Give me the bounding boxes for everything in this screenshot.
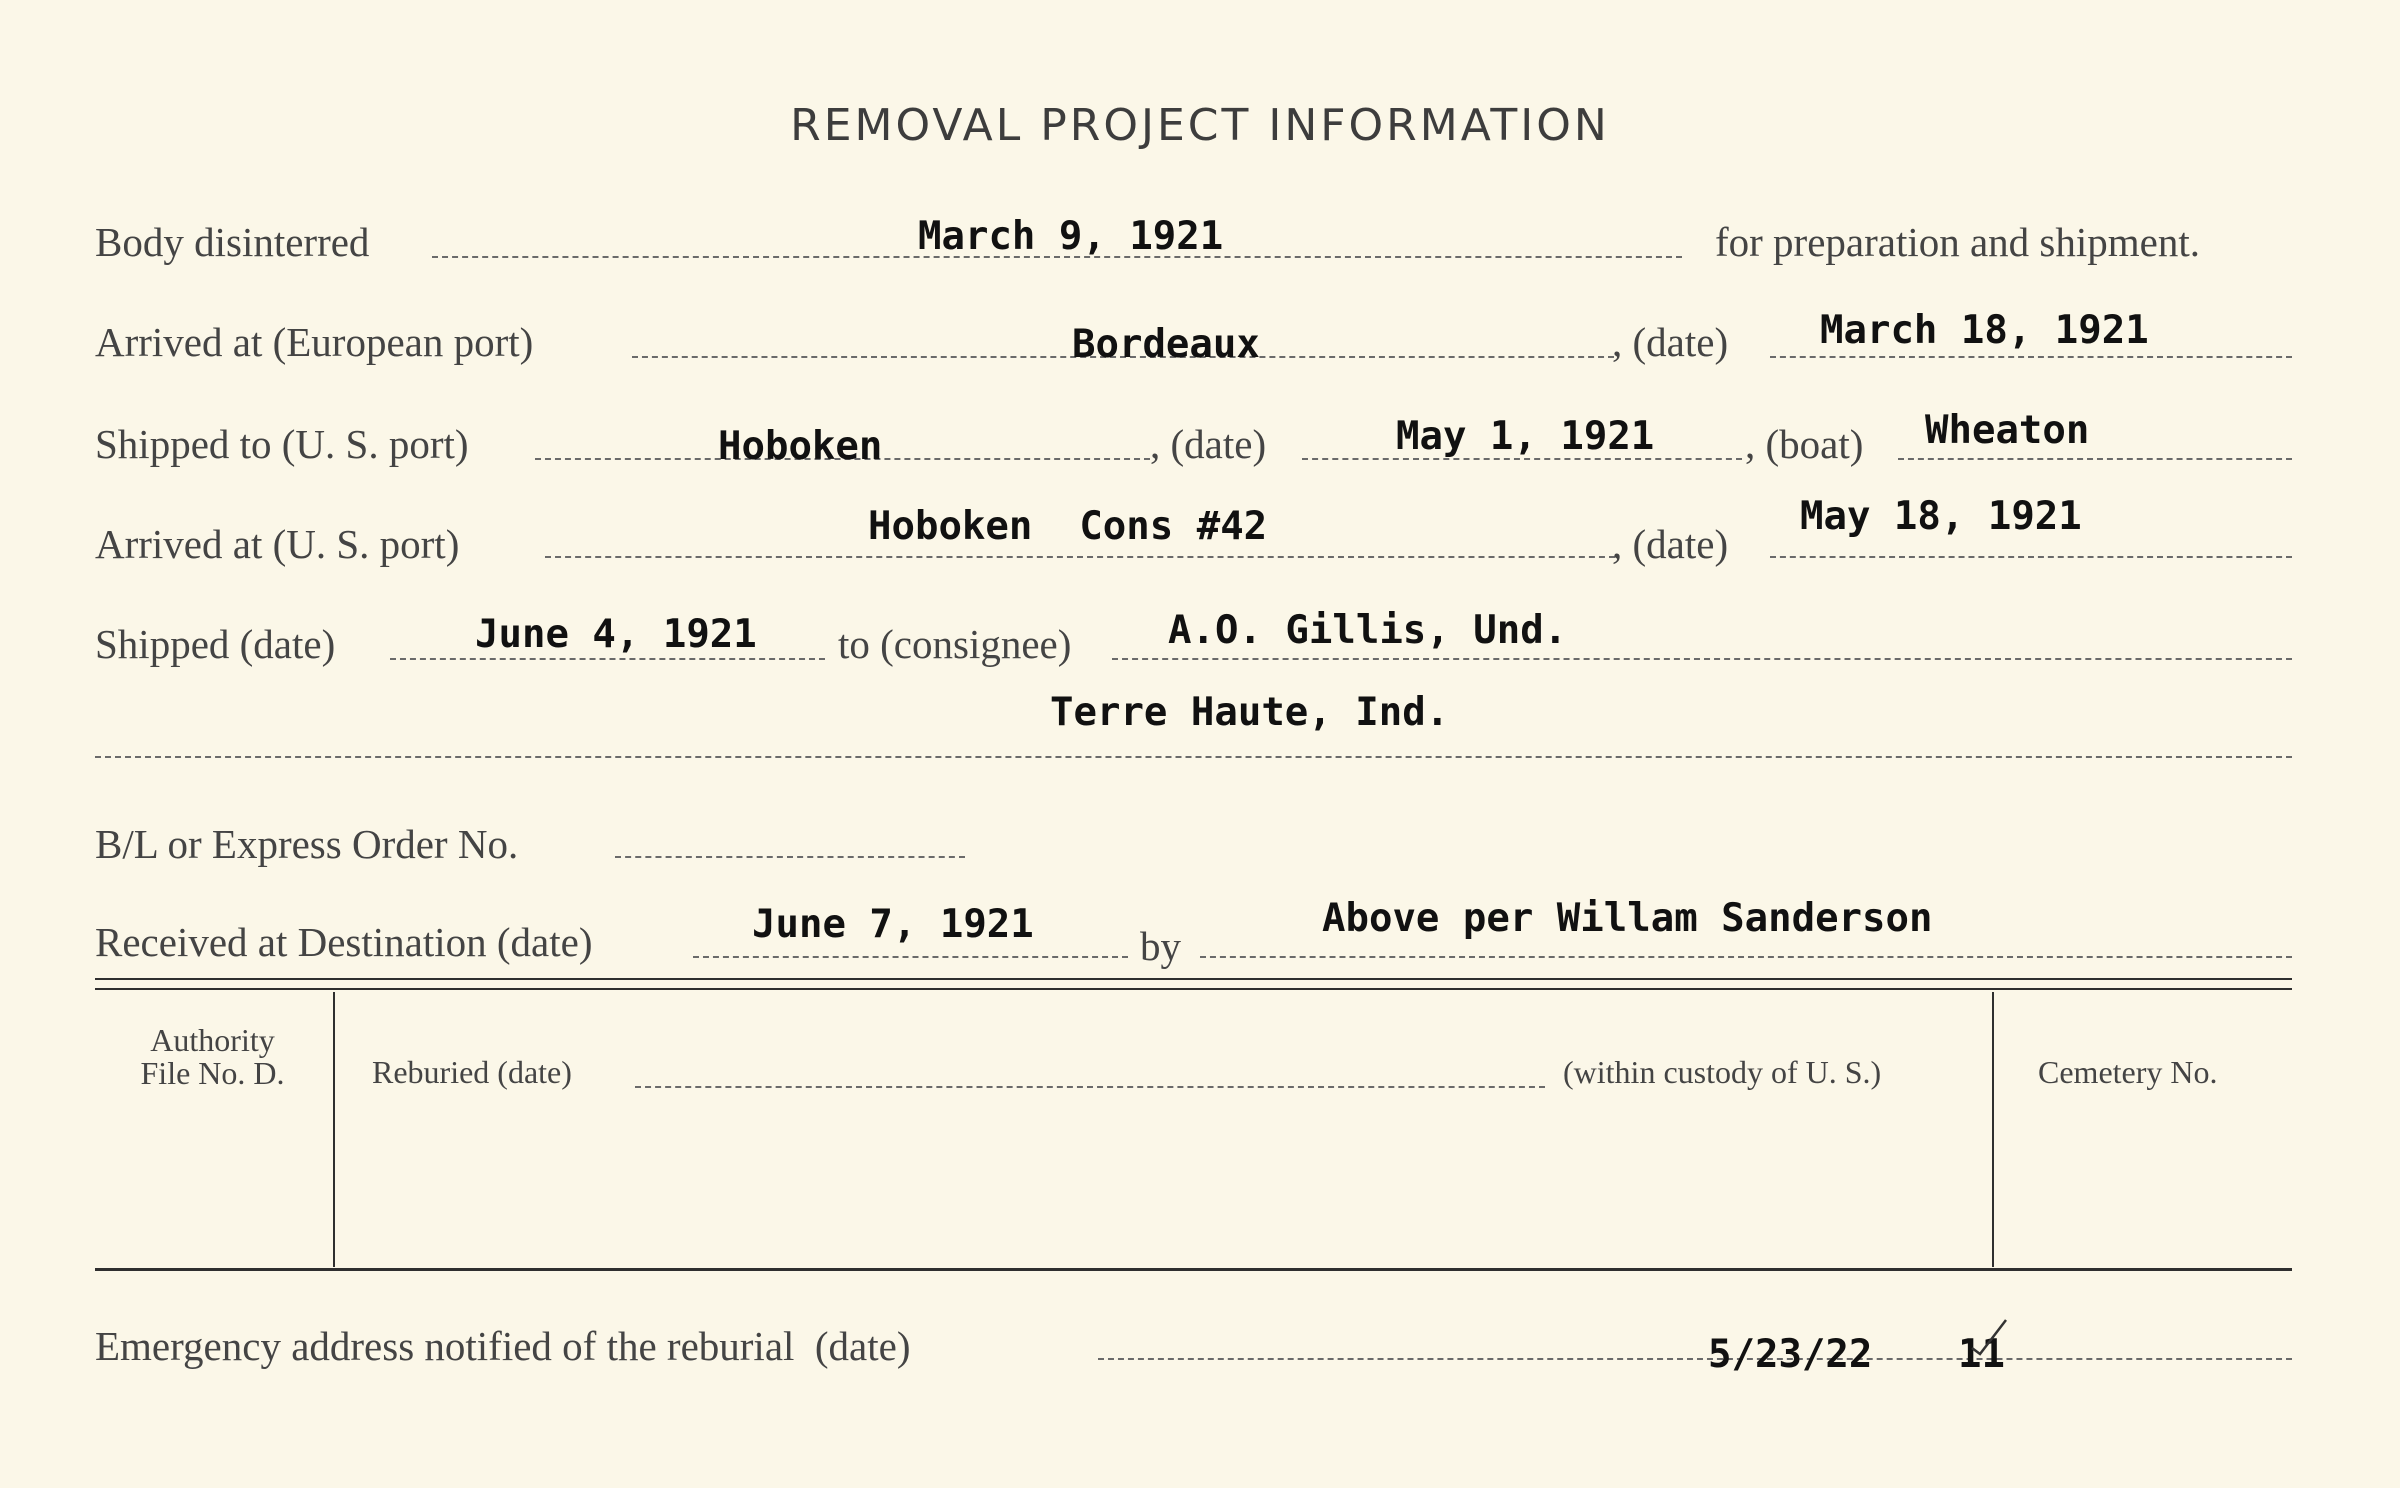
consignee-line2-value: Terre Haute, Ind. [1050,690,1450,735]
arrived-us-date-label: , (date) [1612,521,1729,567]
shipped-us-boat: Wheaton [1925,408,2090,453]
cemetery-no-label: Cemetery No. [2038,1054,2218,1090]
disinterred-suffix: for preparation and shipment. [1715,219,2201,265]
table-top-rule-2 [95,988,2292,990]
reburied-label: Reburied (date) [372,1054,572,1090]
shipped-label: Shipped (date) [95,621,336,667]
arrived-us-date: May 18, 1921 [1800,494,2082,539]
received-date-line [693,956,1128,958]
shipped-us-boat-line [1898,458,2292,460]
arrived-europe-label: Arrived at (European port) [95,319,534,365]
bl-label: B/L or Express Order No. [95,821,519,867]
received-date: June 7, 1921 [752,902,1034,947]
emergency-date: 5/23/22 [1708,1332,1873,1377]
custody-label: (within custody of U. S.) [1563,1054,1882,1090]
arrived-europe-port: Bordeaux [1072,322,1260,367]
arrived-us-line [545,556,1615,558]
arrived-europe-date-label: , (date) [1612,319,1729,365]
form-title: REMOVAL PROJECT INFORMATION [790,100,1610,151]
shipped-us-label: Shipped to (U. S. port) [95,421,469,467]
reburied-line [635,1086,1545,1088]
check-mark-icon [1968,1318,2010,1360]
table-bottom-rule [95,1268,2292,1271]
consignee-line [1112,658,2292,660]
file-no-label: File No. D. [140,1055,285,1091]
received-label: Received at Destination (date) [95,919,593,965]
received-by-value: Above per Willam Sanderson [1322,896,1933,941]
consignee-second-line [95,756,2292,758]
shipped-date-line [390,658,825,660]
arrived-us-port: Hoboken Cons #42 [868,504,1268,549]
authority-label: Authority [150,1022,275,1058]
consignee-value: A.O. Gillis, Und. [1168,608,1568,653]
received-by-line [1200,956,2292,958]
disinterred-value: March 9, 1921 [918,214,1224,259]
disinterred-label: Body disinterred [95,219,370,265]
consignee-label: to (consignee) [838,621,1072,667]
shipped-us-boat-label: , (boat) [1745,421,1864,467]
emergency-line [1098,1358,2292,1360]
table-divider-left [333,992,335,1267]
emergency-label: Emergency address notified of the reburial (date) [95,1323,911,1369]
arrived-us-date-line [1770,556,2292,558]
arrived-europe-date: March 18, 1921 [1820,308,2149,353]
shipped-us-port: Hoboken [718,424,883,469]
table-top-rule [95,978,2292,980]
bl-line [615,856,965,858]
shipped-us-date: May 1, 1921 [1396,414,1655,459]
shipped-date: June 4, 1921 [475,612,757,657]
emergency-mark: 11 [1958,1332,2005,1377]
received-by-label: by [1140,923,1181,969]
table-divider-right [1992,992,1994,1267]
arrived-us-label: Arrived at (U. S. port) [95,521,460,567]
shipped-us-date-label: , (date) [1150,421,1267,467]
arrived-europe-date-line [1770,356,2292,358]
